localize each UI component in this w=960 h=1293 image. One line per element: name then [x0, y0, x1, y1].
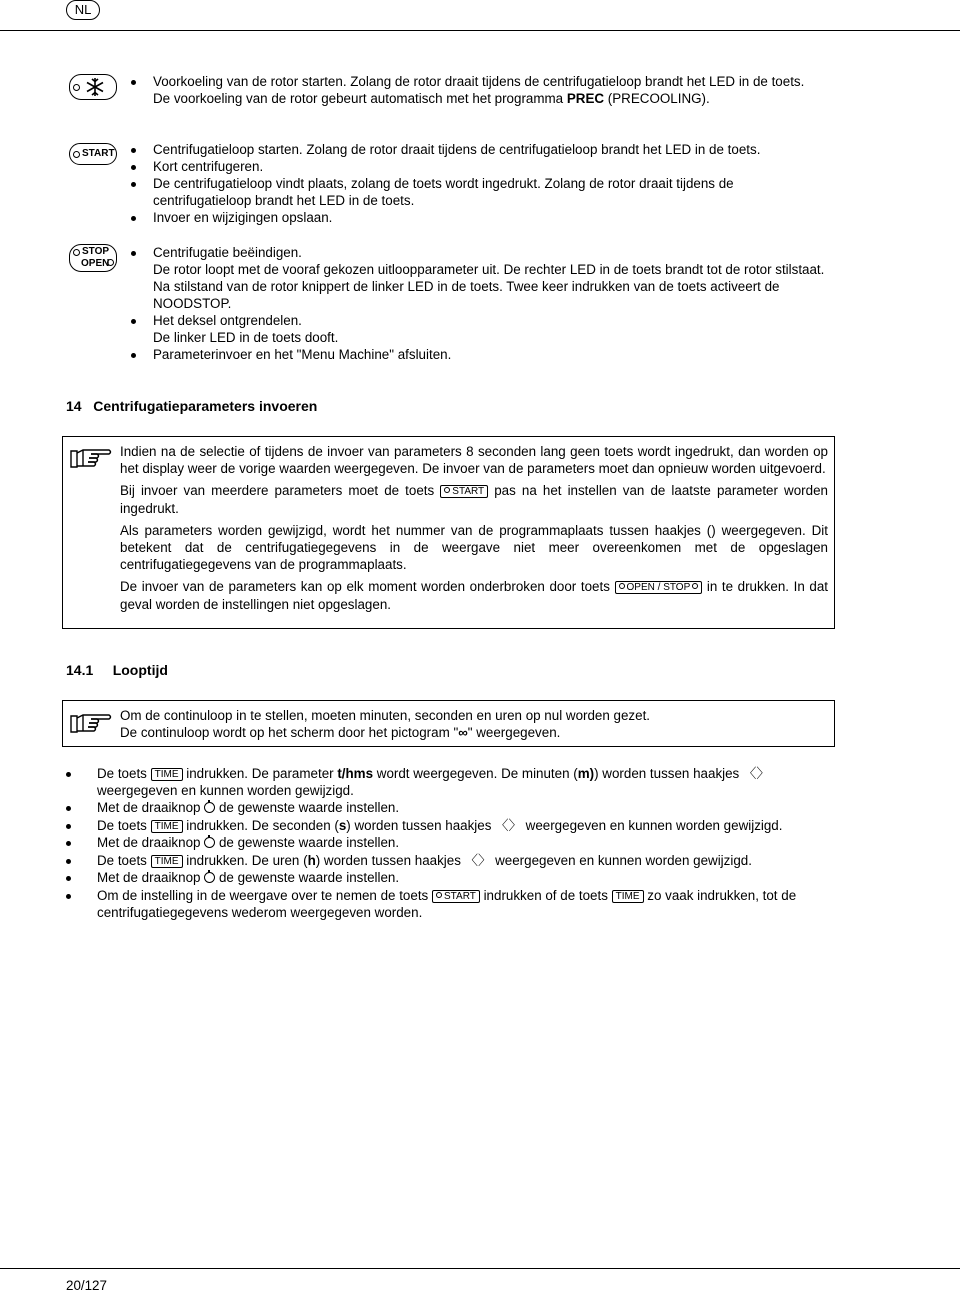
note-text: Indien na de selectie of tijdens de invoer van parameters 8 seconden lang geen toets wordt ingedrukt, dan worden op het display weer de vorige waarden weergegeven. De invoer van de parameters moet dan opnieuw worden uitgevoerd. Bij invoer van meerdere parameters moet de toets START pas na het instellen van de laatste parameter worden ingedrukt. Als parameters worden gewijzigd, wordt het nummer van de programmaplaats tussen haakjes () weergegeven. Dit betekent dat de centrifugatiegegevens in de weergave niet meer overeenkomen met de opgeslagen centrifugatiegegevens van de programmaplaats. De invoer van de parameters kan op elk moment worden onderbroken door toets OPEN / STOP in te drukken. In dat geval worden de instellingen niet opgeslagen.: [120, 444, 828, 612]
stop-item-detail: De linker LED in de toets dooft.: [153, 330, 339, 345]
start-item: Invoer en wijzigingen opslaan.: [131, 209, 831, 226]
time-key-icon: TIME: [151, 820, 183, 833]
step-item: Met de draaiknop de gewenste waarde instellen.: [66, 799, 836, 816]
rotary-knob-icon: [204, 837, 215, 848]
subsection-heading: 14.1 Looptijd: [66, 662, 168, 678]
stop-item: Centrifugatie beëindigen.: [131, 244, 831, 261]
note-box: [62, 436, 835, 629]
infinity-symbol: ∞: [458, 725, 468, 741]
rotary-knob-icon: [204, 872, 215, 883]
step-item: De toets TIME indrukken. De seconden (s) worden tussen haakjes 〈〉 weergegeven en kunnen worden gewijzigd.: [66, 817, 836, 834]
header-divider: [0, 30, 960, 31]
time-key-icon: TIME: [612, 890, 644, 903]
step-item: Om de instelling in de weergave over te nemen de toets START indrukken of de toets TIME zo vaak indrukken, tot de centrifugatiegegevens wederom weergegeven worden.: [66, 887, 836, 921]
pointing-hand-icon: [69, 445, 113, 471]
start-label: START: [82, 148, 115, 159]
pointing-hand-icon: [69, 710, 113, 736]
stop-label: STOP: [82, 246, 110, 257]
stop-item: Parameterinvoer en het "Menu Machine" afsluiten.: [131, 346, 831, 363]
rotary-knob-icon: [204, 802, 215, 813]
section-heading: 14 Centrifugatieparameters invoeren: [66, 398, 318, 414]
footer-divider: [0, 1268, 960, 1269]
start-item: De centrifugatieloop vindt plaats, zolang de toets wordt ingedrukt. Zolang de rotor draait tijdens de centrifugatieloop brandt het LED in de toets.: [131, 175, 821, 209]
stop-item: Het deksel ontgrendelen.: [131, 312, 831, 329]
start-item: Kort centrifugeren.: [131, 158, 831, 175]
step-item: De toets TIME indrukken. De parameter t/hms wordt weergegeven. De minuten (m)) worden tussen haakjes 〈〉 weergegeven en kunnen worden gewijzigd.: [66, 765, 836, 799]
page-number: 20/127: [66, 1278, 107, 1293]
step-item: Met de draaiknop de gewenste waarde instellen.: [66, 869, 836, 886]
step-item: De toets TIME indrukken. De uren (h) worden tussen haakjes 〈〉 weergegeven en kunnen worden gewijzigd.: [66, 852, 836, 869]
start-item: Centrifugatieloop starten. Zolang de rotor draait tijdens de centrifugatieloop brandt het LED in de toets.: [131, 141, 831, 158]
step-item: Met de draaiknop de gewenste waarde instellen.: [66, 834, 836, 851]
start-button-illustration: [69, 143, 117, 165]
start-key-icon: START: [432, 890, 480, 903]
precool-item: Voorkoeling van de rotor starten. Zolang de rotor draait tijdens de centrifugatieloop brandt het LED in de toets. De voorkoeling van de rotor gebeurt automatisch met het programma PREC (PRECOOLING).: [131, 73, 831, 107]
time-key-icon: TIME: [151, 855, 183, 868]
note-text: Om de continuloop in te stellen, moeten minuten, seconden en uren op nul worden gezet. De continuloop wordt op het scherm door het pictogram "∞" weergegeven.: [120, 708, 651, 741]
stop-item-detail: De rotor loopt met de vooraf gekozen uitloopparameter uit. De rechter LED in de toets brandt tot de rotor stilstaat. Na stilstand van de rotor knippert de linker LED in de toets. Twee keer indrukken van de toets activeert de NOODSTOP.: [153, 262, 825, 312]
start-key-icon: START: [440, 485, 488, 498]
time-key-icon: TIME: [151, 768, 183, 781]
snowflake-icon: [84, 76, 106, 98]
note-box-looptijd: [62, 700, 835, 747]
precool-button-illustration: [69, 74, 117, 100]
language-badge: NL: [66, 0, 100, 20]
stop-open-button-illustration: [69, 244, 117, 272]
open-stop-key-icon: OPEN / STOP: [615, 581, 703, 594]
open-label: OPEN: [81, 258, 110, 269]
